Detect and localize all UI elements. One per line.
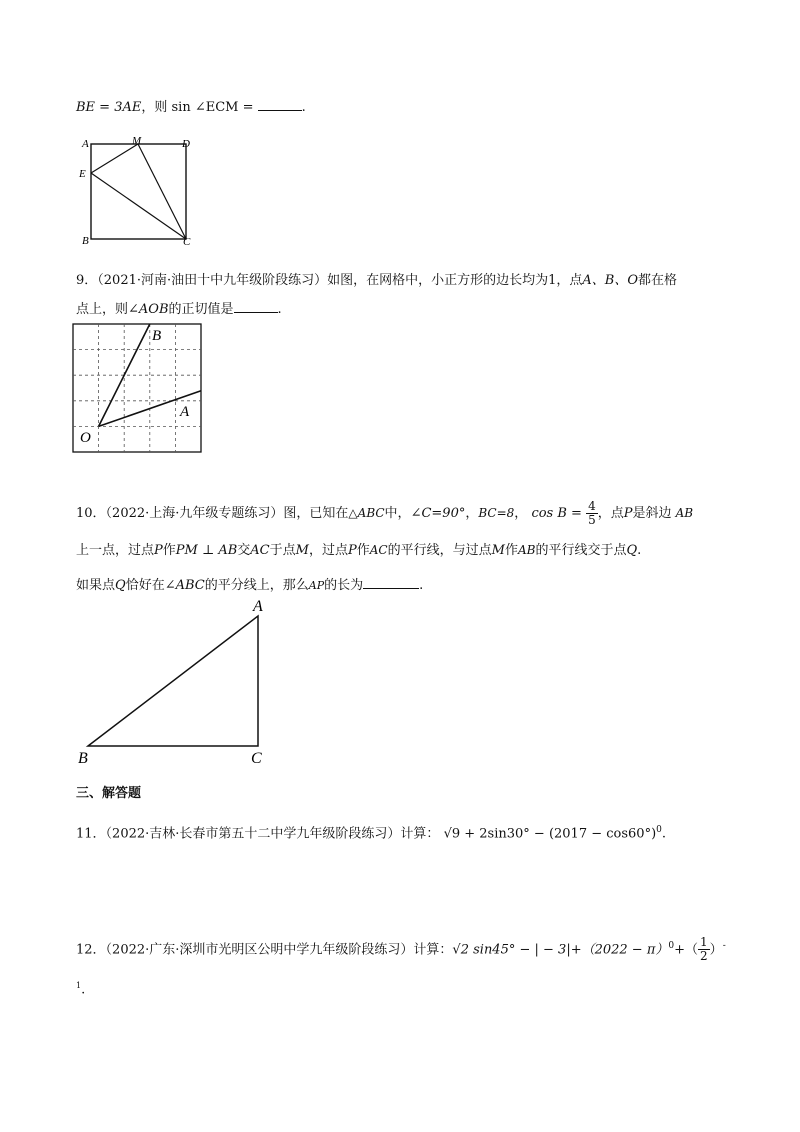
q10-cos-num: 4 bbox=[588, 499, 596, 513]
q10-label-b: B bbox=[78, 750, 88, 767]
q10-triangle-figure bbox=[74, 596, 284, 768]
q8-ask: sin ∠ECM = bbox=[171, 100, 254, 115]
q10-triangle-abc bbox=[88, 616, 258, 746]
q8-square bbox=[91, 144, 186, 239]
q10-number: 10． bbox=[76, 506, 106, 521]
q10-l2-f: 作 bbox=[356, 543, 370, 558]
section-title: 三、解答题 bbox=[76, 786, 142, 801]
q9-grid-figure bbox=[72, 322, 204, 454]
q12-line bbox=[76, 936, 726, 963]
q10-q: Q bbox=[626, 543, 638, 558]
q12-close-paren: ） bbox=[709, 942, 723, 958]
q10-angle-c: ∠C=90° bbox=[410, 506, 466, 521]
q12-exponent-one: 1 bbox=[76, 981, 82, 990]
q9-grid-lines bbox=[73, 324, 201, 452]
q12-half-fraction bbox=[698, 936, 710, 963]
q12-open-paren: +（ bbox=[674, 942, 699, 958]
q12-exponent-zero: 0 bbox=[668, 941, 675, 951]
q10-l2-h: 作 bbox=[504, 543, 518, 558]
q9-label-o: O bbox=[80, 430, 91, 446]
q12-half-num: 1 bbox=[700, 935, 708, 950]
q11-ask: 计算： bbox=[400, 826, 440, 842]
q8-answer-blank[interactable] bbox=[258, 96, 302, 111]
q10-ab2: AB bbox=[517, 543, 536, 557]
q11-expression: √9 + 2sin30° − (2017 − cos60°) bbox=[443, 826, 657, 842]
q10-l1-d: ， bbox=[514, 506, 528, 521]
q10-ap: AP bbox=[308, 579, 325, 592]
q10-l2-g: 的平行线，与过点 bbox=[387, 543, 492, 558]
q12-number: 12． bbox=[76, 942, 106, 958]
q10-p2: P bbox=[154, 543, 163, 558]
q8-segment-ec bbox=[91, 173, 186, 239]
q10-ac2: AC bbox=[369, 543, 388, 557]
q10-triangle: △ABC bbox=[348, 506, 385, 520]
q8-label-d: D bbox=[182, 138, 190, 150]
q9-label-a: A bbox=[180, 404, 190, 420]
q10-m: M bbox=[295, 543, 309, 558]
q12-exponent-neg: - bbox=[722, 941, 726, 951]
q10-bc: BC=8 bbox=[478, 506, 515, 520]
q8-square-figure bbox=[70, 132, 210, 250]
q8-period: . bbox=[301, 100, 306, 115]
q11-number: 11． bbox=[76, 826, 106, 842]
q10-l2-e: ，过点 bbox=[308, 543, 348, 558]
q9-line2-a: 点上，则 bbox=[76, 302, 129, 317]
q9-line-2 bbox=[76, 298, 282, 320]
q10-l3-d: 的长为 bbox=[324, 578, 364, 593]
q8-segment-em bbox=[91, 144, 138, 173]
q12-expression: √2 sin45° − | − 3|+（2022 − π） bbox=[452, 942, 669, 958]
q10-l1-f: 是斜边 bbox=[632, 506, 672, 521]
q10-answer-blank[interactable] bbox=[363, 574, 419, 589]
q10-l3-b: 恰好在 bbox=[125, 578, 165, 593]
q10-l2-d: 于点 bbox=[269, 543, 296, 558]
q9-text-2: 都在格 bbox=[638, 273, 678, 288]
q12-continuation bbox=[76, 976, 85, 1000]
q12-source: （2022·广东·深圳市光明区公明中学九年级阶段练习） bbox=[105, 942, 414, 958]
q10-l2-c: 交 bbox=[237, 543, 251, 558]
q10-p3: P bbox=[347, 543, 357, 558]
q9-number: 9． bbox=[76, 273, 98, 288]
q10-l2-j: . bbox=[637, 543, 642, 558]
q10-line-3 bbox=[76, 574, 423, 596]
q8-segment-mc bbox=[138, 144, 186, 239]
q10-l1-c: ， bbox=[465, 506, 479, 521]
q9-period: . bbox=[277, 302, 282, 317]
q10-ac: AC bbox=[250, 543, 270, 558]
q10-l2-a: 上一点，过点 bbox=[76, 543, 155, 558]
q8-tail-line bbox=[76, 96, 306, 118]
q10-line-1 bbox=[76, 500, 693, 527]
q10-line-2 bbox=[76, 540, 641, 561]
q8-label-b: B bbox=[82, 235, 89, 247]
q10-l3-c: 的平分线上，那么 bbox=[204, 578, 309, 593]
q8-label-e: E bbox=[79, 168, 86, 180]
q10-cos-den: 5 bbox=[588, 513, 596, 527]
q8-label-m: M bbox=[132, 135, 142, 147]
q10-cos-fraction bbox=[586, 500, 598, 527]
q8-expr-be: BE = 3AE bbox=[76, 100, 142, 115]
q12-period: . bbox=[81, 982, 86, 998]
q9-line-1 bbox=[76, 271, 677, 291]
q12-half-den: 2 bbox=[700, 949, 708, 964]
q11-period: . bbox=[661, 826, 667, 842]
q12-ask: 计算： bbox=[413, 942, 453, 958]
q9-answer-blank[interactable] bbox=[234, 298, 278, 313]
q9-line2-b: 的正切值是 bbox=[168, 302, 234, 317]
q8-label-c: C bbox=[183, 236, 191, 248]
q10-m2: M bbox=[491, 543, 505, 558]
q11-line bbox=[76, 820, 666, 844]
q10-l1-b: 中， bbox=[384, 506, 411, 521]
q10-pm: PM ⊥ AB bbox=[175, 543, 238, 558]
q9-label-b: B bbox=[152, 328, 162, 344]
q10-l1-a: 图，已知在 bbox=[283, 506, 349, 521]
q10-cos: cos B = bbox=[531, 506, 582, 521]
q10-l3-a: 如果点 bbox=[76, 578, 116, 593]
q8-tail-mid: ，则 bbox=[141, 100, 168, 115]
q10-period: . bbox=[419, 578, 424, 593]
q9-source: （2021·河南·油田十中九年级阶段练习） bbox=[97, 273, 328, 288]
q10-p: P bbox=[623, 506, 633, 521]
q9-text-1: 如图，在网格中，小正方形的边长均为1，点 bbox=[327, 273, 583, 288]
q10-label-a: A bbox=[253, 598, 263, 615]
q10-l2-i: 的平行线交于点 bbox=[535, 543, 627, 558]
q10-label-c: C bbox=[251, 750, 262, 767]
q10-l2-b: 作 bbox=[162, 543, 176, 558]
q10-q2: Q bbox=[115, 578, 126, 593]
q9-angle: ∠AOB bbox=[128, 302, 169, 317]
q11-exponent: 0 bbox=[656, 825, 662, 835]
q9-grid-border bbox=[73, 324, 201, 452]
q10-l1-e: ，点 bbox=[597, 506, 624, 521]
q8-label-a: A bbox=[82, 138, 89, 150]
q11-source: （2022·吉林·长春市第五十二中学九年级阶段练习） bbox=[105, 826, 401, 842]
q10-angle-abc: ∠ABC bbox=[164, 578, 205, 593]
q10-source: （2022·上海·九年级专题练习） bbox=[105, 506, 284, 521]
q10-ab: AB bbox=[675, 506, 694, 520]
q9-points: A、B、O bbox=[582, 273, 639, 288]
